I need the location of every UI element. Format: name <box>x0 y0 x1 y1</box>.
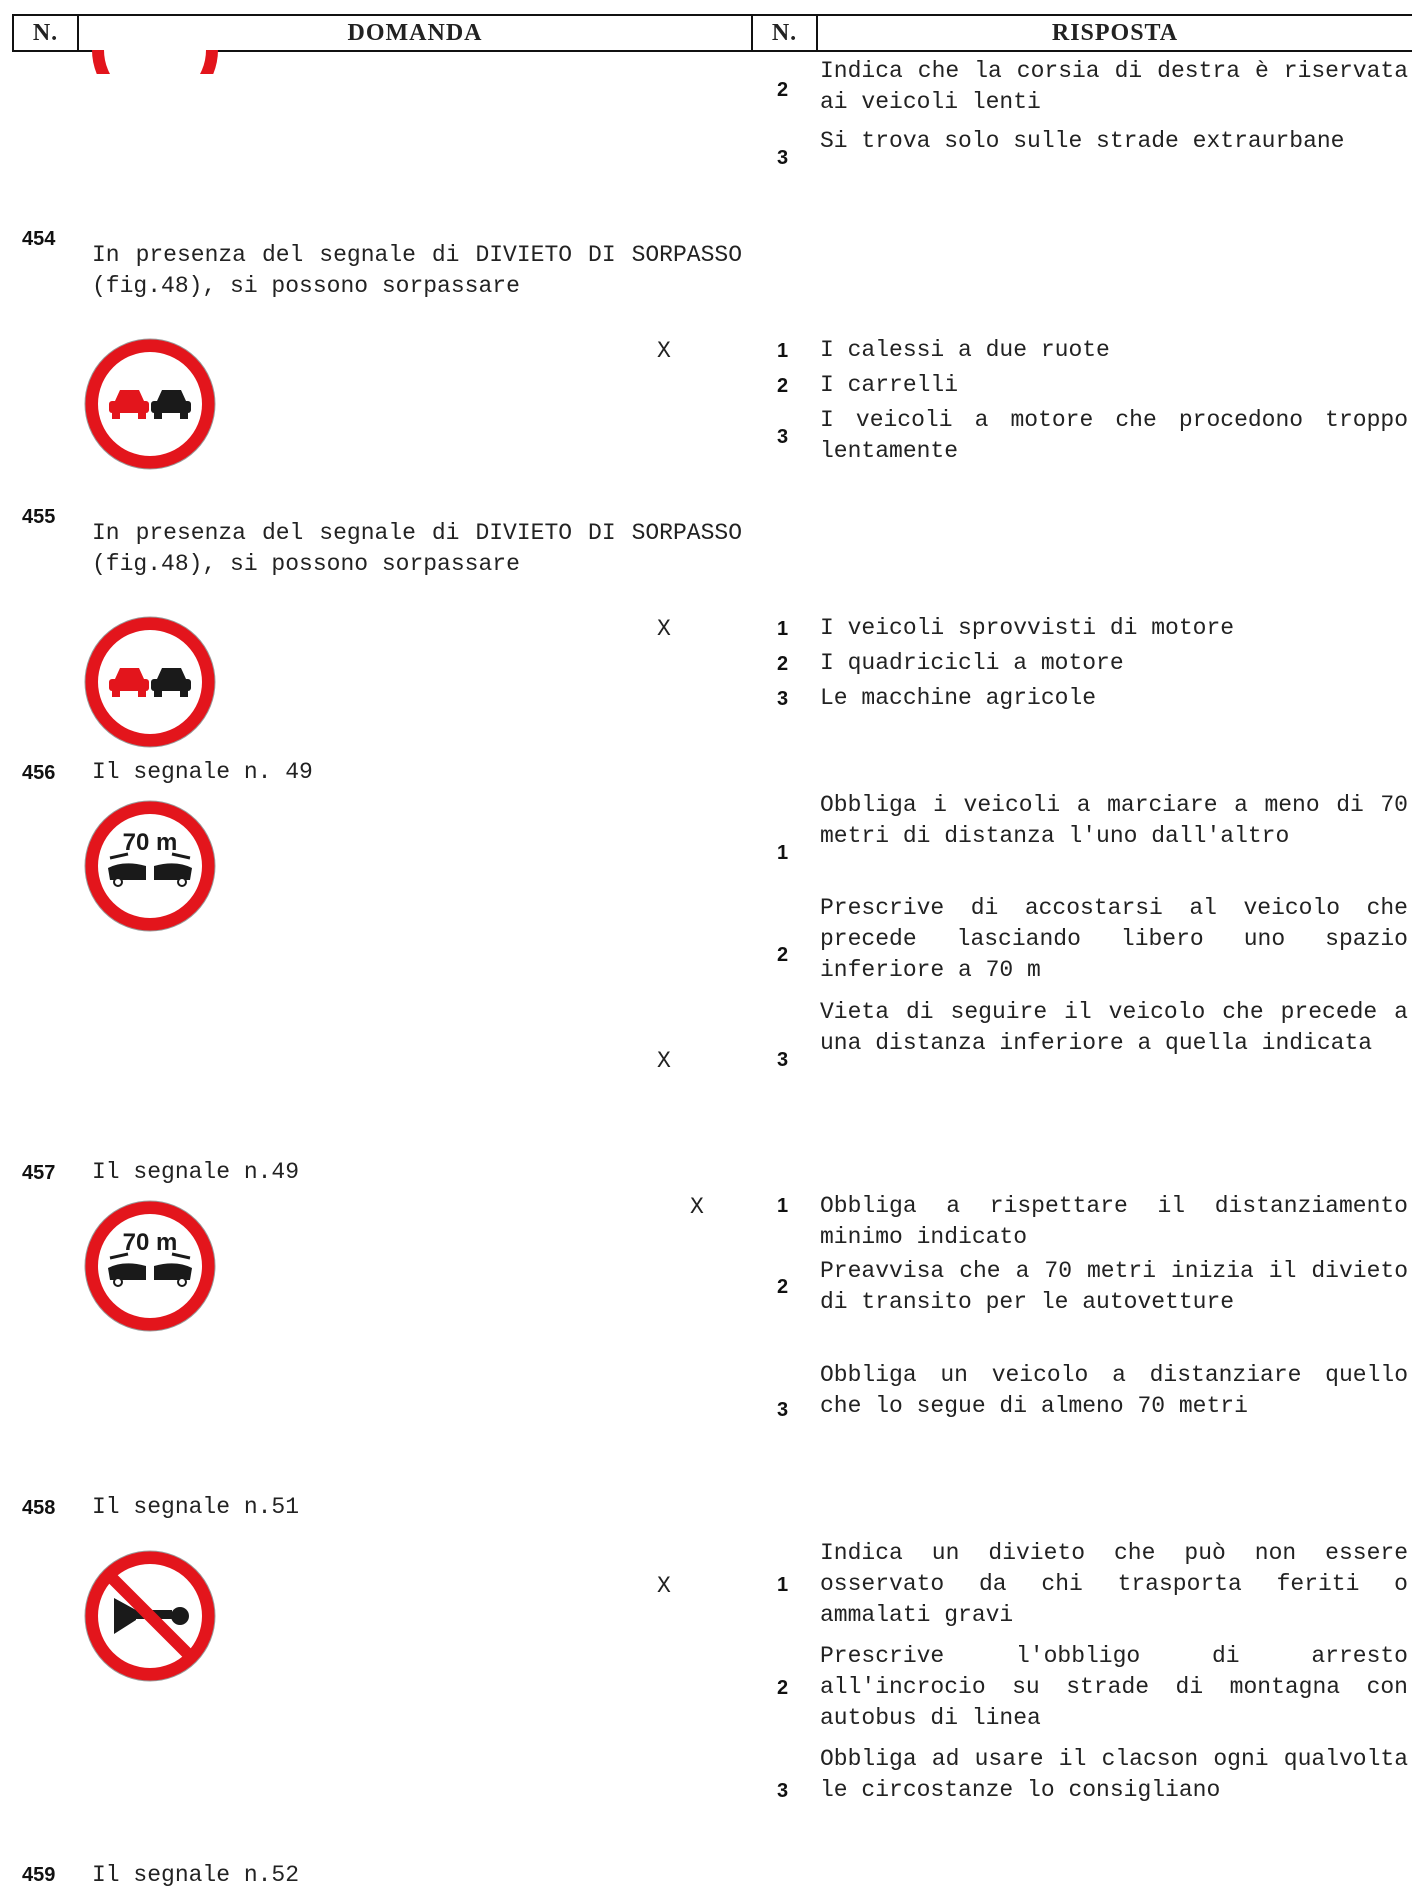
answer-text: Obbliga ad usare il clacson ogni qualvolta le circostanze lo consigliano <box>820 1746 1408 1803</box>
answer-text: Indica che la corsia di destra è riservata ai veicoli lenti <box>820 58 1408 115</box>
answer-text: Indica un divieto che può non essere osservato da chi trasporta feriti o ammalati gravi <box>820 1540 1408 1628</box>
question-text: Il segnale n.51 <box>92 1494 300 1520</box>
answer-text: I carrelli <box>820 372 959 398</box>
answer-number: 2 <box>777 1276 789 1298</box>
answer-number: 3 <box>777 426 789 448</box>
answer-text: I veicoli sprovvisti di motore <box>820 615 1235 641</box>
answer-text: Si trova solo sulle strade extraurbane <box>820 128 1345 154</box>
answer-text: Obbliga i veicoli a marciare a meno di 70 metri di distanza l'uno dall'altro <box>820 792 1408 849</box>
answer-text: Vieta di seguire il veicolo che precede a una distanza inferiore a quella indicata <box>820 999 1408 1056</box>
correct-mark: X <box>690 1194 704 1220</box>
answer-text: Prescrive l'obbligo di arresto all'incrocio su strade di montagna con autobus di linea <box>820 1643 1408 1731</box>
question-text: Il segnale n.49 <box>92 1159 300 1185</box>
answer-number: 1 <box>777 842 789 864</box>
question-number: 458 <box>22 1497 56 1519</box>
answer-number: 3 <box>777 1049 789 1071</box>
sign-label: 70 m <box>122 1229 178 1256</box>
question-number: 456 <box>22 762 56 784</box>
answer-text: I calessi a due ruote <box>820 337 1110 363</box>
minimum-distance-sign-icon <box>84 800 216 932</box>
question-text: In presenza del segnale di DIVIETO DI SORPASSO (fig.48), si possono sorpassare <box>92 242 742 299</box>
correct-mark: X <box>657 338 671 364</box>
no-horn-sign-icon <box>84 1550 216 1682</box>
answer-text: Le macchine agricole <box>820 685 1097 711</box>
answer-number: 3 <box>777 1399 789 1421</box>
question-text: Il segnale n. 49 <box>92 759 313 785</box>
correct-mark: X <box>657 1573 671 1599</box>
partial-sign-icon <box>90 50 220 74</box>
answer-text: Obbliga un veicolo a distanziare quello che lo segue di almeno 70 metri <box>820 1362 1408 1419</box>
answer-number: 2 <box>777 1677 789 1699</box>
answer-text: Preavvisa che a 70 metri inizia il divieto di transito per le autovetture <box>820 1258 1408 1315</box>
answer-text: Obbliga a rispettare il distanziamento minimo indicato <box>820 1193 1408 1250</box>
answer-number: 2 <box>777 79 789 101</box>
header-question: DOMANDA <box>77 14 753 52</box>
question-number: 457 <box>22 1162 56 1184</box>
answer-number: 1 <box>777 618 789 640</box>
answer-number: 3 <box>777 147 789 169</box>
sign-label: 70 m <box>122 829 178 856</box>
answer-number: 3 <box>777 1780 789 1802</box>
correct-mark: X <box>657 1048 671 1074</box>
answer-text: I veicoli a motore che procedono troppo lentamente <box>820 407 1408 464</box>
no-overtaking-sign-icon <box>84 338 216 470</box>
answer-number: 1 <box>777 1574 789 1596</box>
header-n-right: N. <box>751 14 818 52</box>
question-text: In presenza del segnale di DIVIETO DI SORPASSO (fig.48), si possono sorpassare <box>92 520 742 577</box>
answer-text: I quadricicli a motore <box>820 650 1124 676</box>
answer-number: 2 <box>777 944 789 966</box>
answer-number: 2 <box>777 653 789 675</box>
answer-number: 3 <box>777 688 789 710</box>
minimum-distance-sign-icon <box>84 1200 216 1332</box>
answer-text: Prescrive di accostarsi al veicolo che precede lasciando libero uno spazio inferiore a 70 m <box>820 895 1408 983</box>
answer-number: 1 <box>777 1195 789 1217</box>
header-n-left: N. <box>12 14 79 52</box>
answer-number: 1 <box>777 340 789 362</box>
question-text: Il segnale n.52 <box>92 1862 300 1888</box>
header-answer: RISPOSTA <box>816 14 1412 52</box>
answer-number: 2 <box>777 375 789 397</box>
no-overtaking-sign-icon <box>84 616 216 748</box>
question-number: 455 <box>22 506 56 528</box>
correct-mark: X <box>657 616 671 642</box>
question-number: 459 <box>22 1864 56 1886</box>
question-number: 454 <box>22 228 56 250</box>
